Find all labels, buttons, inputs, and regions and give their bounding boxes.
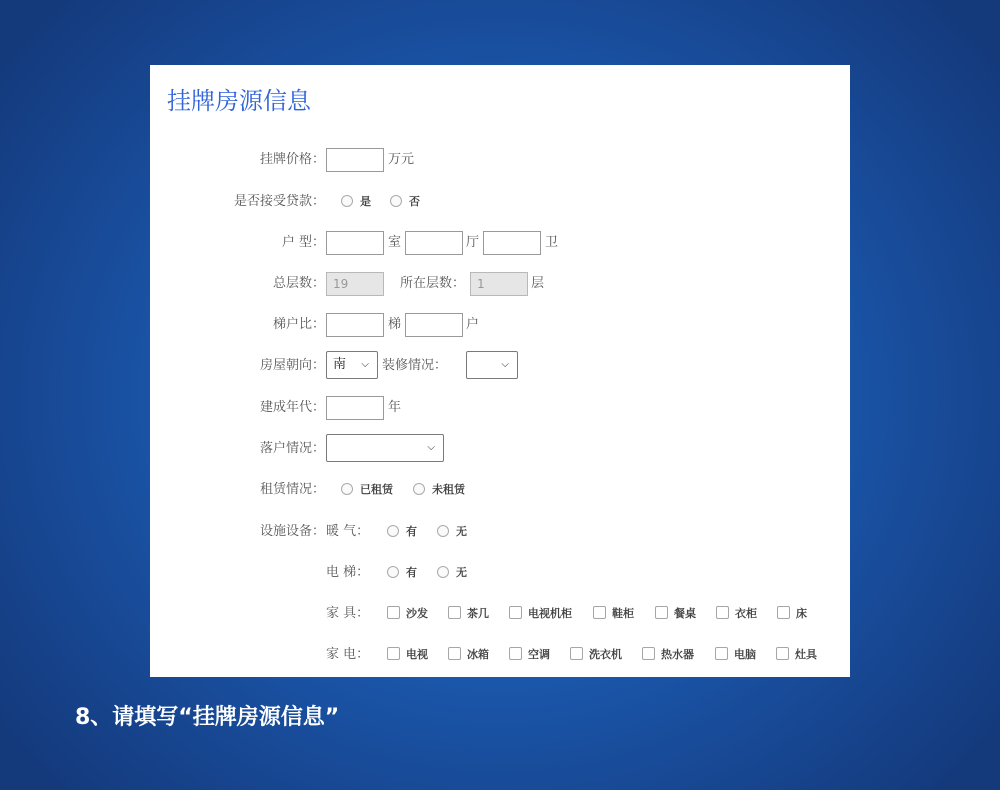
facilities-label: 设施设备： <box>259 524 325 539</box>
step-caption: 8、请填写“挂牌房源信息” <box>75 705 340 730</box>
households-unit: 户 <box>466 317 480 332</box>
appliance-checkbox[interactable] <box>642 647 655 660</box>
current-floor-input: 1 <box>470 272 528 296</box>
not-rented-label: 未租赁 <box>432 483 465 496</box>
hukou-row <box>150 437 850 461</box>
total-floors-input: 19 <box>326 272 384 296</box>
appliance-item: 电视 <box>406 648 428 661</box>
current-floor-label: 所在层数： <box>400 276 466 291</box>
appliance-checkbox[interactable] <box>448 647 461 660</box>
elevator-no-radio[interactable] <box>437 566 449 578</box>
chevron-down-icon: ⌵ <box>501 359 509 370</box>
heating-label: 暖 气： <box>326 524 370 539</box>
appliances-row <box>150 643 850 667</box>
appliance-item: 电脑 <box>734 648 756 661</box>
baths-input[interactable] <box>483 231 541 255</box>
elevator-yes-radio[interactable] <box>387 566 399 578</box>
price-unit: 万元 <box>388 152 415 167</box>
elevators-unit: 梯 <box>388 317 402 332</box>
loan-no-label: 否 <box>409 195 420 208</box>
rent-row <box>150 478 850 502</box>
rent-label: 租赁情况： <box>259 482 325 497</box>
loan-row <box>150 190 850 214</box>
furniture-item: 电视机柜 <box>528 607 572 620</box>
furniture-label: 家 具： <box>326 606 370 621</box>
appliance-item: 热水器 <box>661 648 694 661</box>
furniture-checkbox[interactable] <box>448 606 461 619</box>
layout-row <box>150 231 850 255</box>
halls-input[interactable] <box>405 231 463 255</box>
loan-yes-radio[interactable] <box>341 195 353 207</box>
heating-no-radio[interactable] <box>437 525 449 537</box>
heating-row <box>150 520 850 544</box>
appliance-item: 冰箱 <box>467 648 489 661</box>
elevators-input[interactable] <box>326 313 384 337</box>
rented-label: 已租赁 <box>360 483 393 496</box>
elevator-yes-label: 有 <box>406 566 417 579</box>
appliance-item: 灶具 <box>795 648 817 661</box>
ratio-row <box>150 313 850 337</box>
orientation-selected: 南 <box>333 357 347 372</box>
furniture-item: 沙发 <box>406 607 428 620</box>
rooms-input[interactable] <box>326 231 384 255</box>
furniture-item: 茶几 <box>467 607 489 620</box>
furniture-checkbox[interactable] <box>593 606 606 619</box>
halls-unit: 厅 <box>466 235 480 250</box>
hukou-label: 落户情况： <box>259 441 325 456</box>
appliance-checkbox[interactable] <box>509 647 522 660</box>
price-label: 挂牌价格： <box>259 152 325 167</box>
furniture-checkbox[interactable] <box>777 606 790 619</box>
total-floors-label: 总层数： <box>272 276 325 291</box>
year-label: 建成年代： <box>259 400 325 415</box>
floor-unit: 层 <box>531 276 545 291</box>
orientation-select[interactable] <box>326 351 378 379</box>
heating-no-label: 无 <box>456 525 467 538</box>
floors-row <box>150 272 850 296</box>
listing-form-panel <box>150 65 850 677</box>
appliance-checkbox[interactable] <box>570 647 583 660</box>
appliances-label: 家 电： <box>326 647 370 662</box>
furniture-checkbox[interactable] <box>716 606 729 619</box>
appliance-checkbox[interactable] <box>776 647 789 660</box>
loan-yes-label: 是 <box>360 195 371 208</box>
orientation-row <box>150 354 850 378</box>
appliance-item: 空调 <box>528 648 550 661</box>
loan-no-radio[interactable] <box>390 195 402 207</box>
year-unit: 年 <box>388 400 402 415</box>
furniture-row <box>150 602 850 626</box>
orientation-label: 房屋朝向： <box>259 358 325 373</box>
furniture-item: 床 <box>796 607 807 620</box>
furniture-checkbox[interactable] <box>387 606 400 619</box>
furniture-checkbox[interactable] <box>509 606 522 619</box>
not-rented-radio[interactable] <box>413 483 425 495</box>
appliance-checkbox[interactable] <box>715 647 728 660</box>
price-row <box>150 148 850 172</box>
decoration-label: 装修情况： <box>382 358 448 373</box>
panel-title: 挂牌房源信息 <box>167 87 311 115</box>
elevator-no-label: 无 <box>456 566 467 579</box>
rented-radio[interactable] <box>341 483 353 495</box>
appliance-item: 洗衣机 <box>589 648 622 661</box>
households-input[interactable] <box>405 313 463 337</box>
furniture-item: 鞋柜 <box>612 607 634 620</box>
price-input[interactable] <box>326 148 384 172</box>
rooms-unit: 室 <box>388 235 402 250</box>
loan-label: 是否接受贷款： <box>233 194 325 209</box>
furniture-item: 餐桌 <box>674 607 696 620</box>
heating-yes-radio[interactable] <box>387 525 399 537</box>
elevator-label: 电 梯： <box>326 565 370 580</box>
hukou-select[interactable] <box>326 434 444 462</box>
baths-unit: 卫 <box>545 235 559 250</box>
chevron-down-icon: ⌵ <box>427 442 435 453</box>
furniture-item: 衣柜 <box>735 607 757 620</box>
year-row <box>150 396 850 420</box>
chevron-down-icon: ⌵ <box>361 359 369 370</box>
year-input[interactable] <box>326 396 384 420</box>
furniture-checkbox[interactable] <box>655 606 668 619</box>
layout-label: 户 型： <box>281 235 325 250</box>
elevator-row <box>150 561 850 585</box>
ratio-label: 梯户比： <box>272 317 325 332</box>
decoration-select[interactable] <box>466 351 518 379</box>
heating-yes-label: 有 <box>406 525 417 538</box>
appliance-checkbox[interactable] <box>387 647 400 660</box>
